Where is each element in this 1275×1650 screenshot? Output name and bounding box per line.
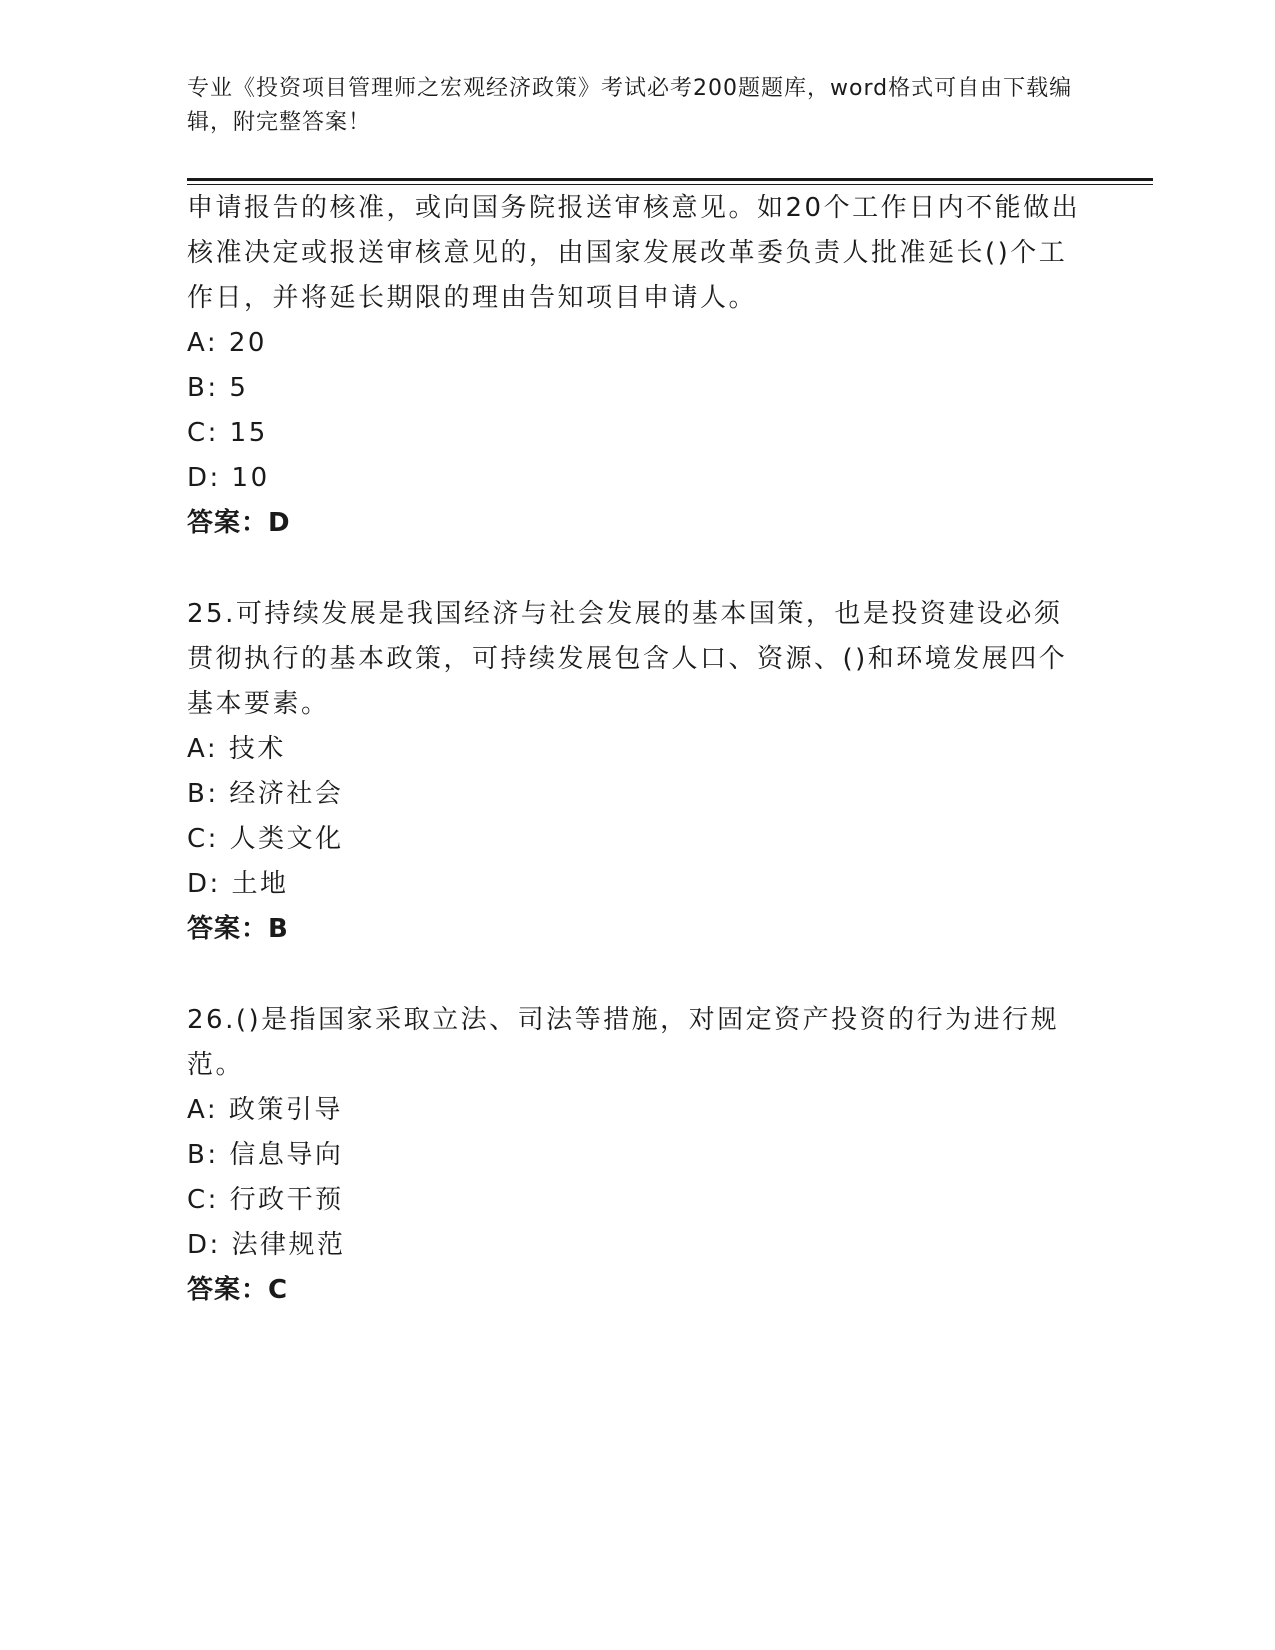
question-26 (187, 998, 1087, 1313)
option-b: B: 经济社会 (187, 779, 344, 809)
option-a: A: 20 (187, 328, 267, 358)
question-text: 申请报告的核准，或向国务院报送审核意见。如20个工作日内不能做出核准决定或报送审核意见的，由国家发展改革委负责人批准延长()个工作日，并将延长期限的理由告知项目申请人。 (187, 193, 1081, 313)
option-d: D: 法律规范 (187, 1230, 346, 1260)
option-d: D: 10 (187, 463, 270, 493)
question-24-continued (187, 186, 1087, 546)
option-c: C: 人类文化 (187, 824, 344, 854)
answer: 答案：D (187, 508, 291, 538)
option-b: B: 5 (187, 373, 249, 403)
answer: 答案：B (187, 914, 289, 944)
option-c: C: 15 (187, 418, 268, 448)
header-rule-thick (187, 178, 1153, 181)
header-rule-thin (187, 184, 1153, 185)
question-25 (187, 592, 1087, 952)
question-text: 25.可持续发展是我国经济与社会发展的基本国策，也是投资建设必须贯彻执行的基本政策，可持续发展包含人口、资源、()和环境发展四个基本要素。 (187, 599, 1068, 719)
question-list (187, 186, 1087, 1359)
option-b: B: 信息导向 (187, 1140, 344, 1170)
option-a: A: 技术 (187, 734, 286, 764)
option-a: A: 政策引导 (187, 1095, 343, 1125)
page-header: 专业《投资项目管理师之宏观经济政策》考试必考200题题库，word格式可自由下载编辑，附完整答案！ (187, 76, 1073, 135)
question-text: 26.()是指国家采取立法、司法等措施，对固定资产投资的行为进行规范。 (187, 1005, 1060, 1080)
answer: 答案：C (187, 1275, 289, 1305)
option-d: D: 土地 (187, 869, 289, 899)
option-c: C: 行政干预 (187, 1185, 344, 1215)
